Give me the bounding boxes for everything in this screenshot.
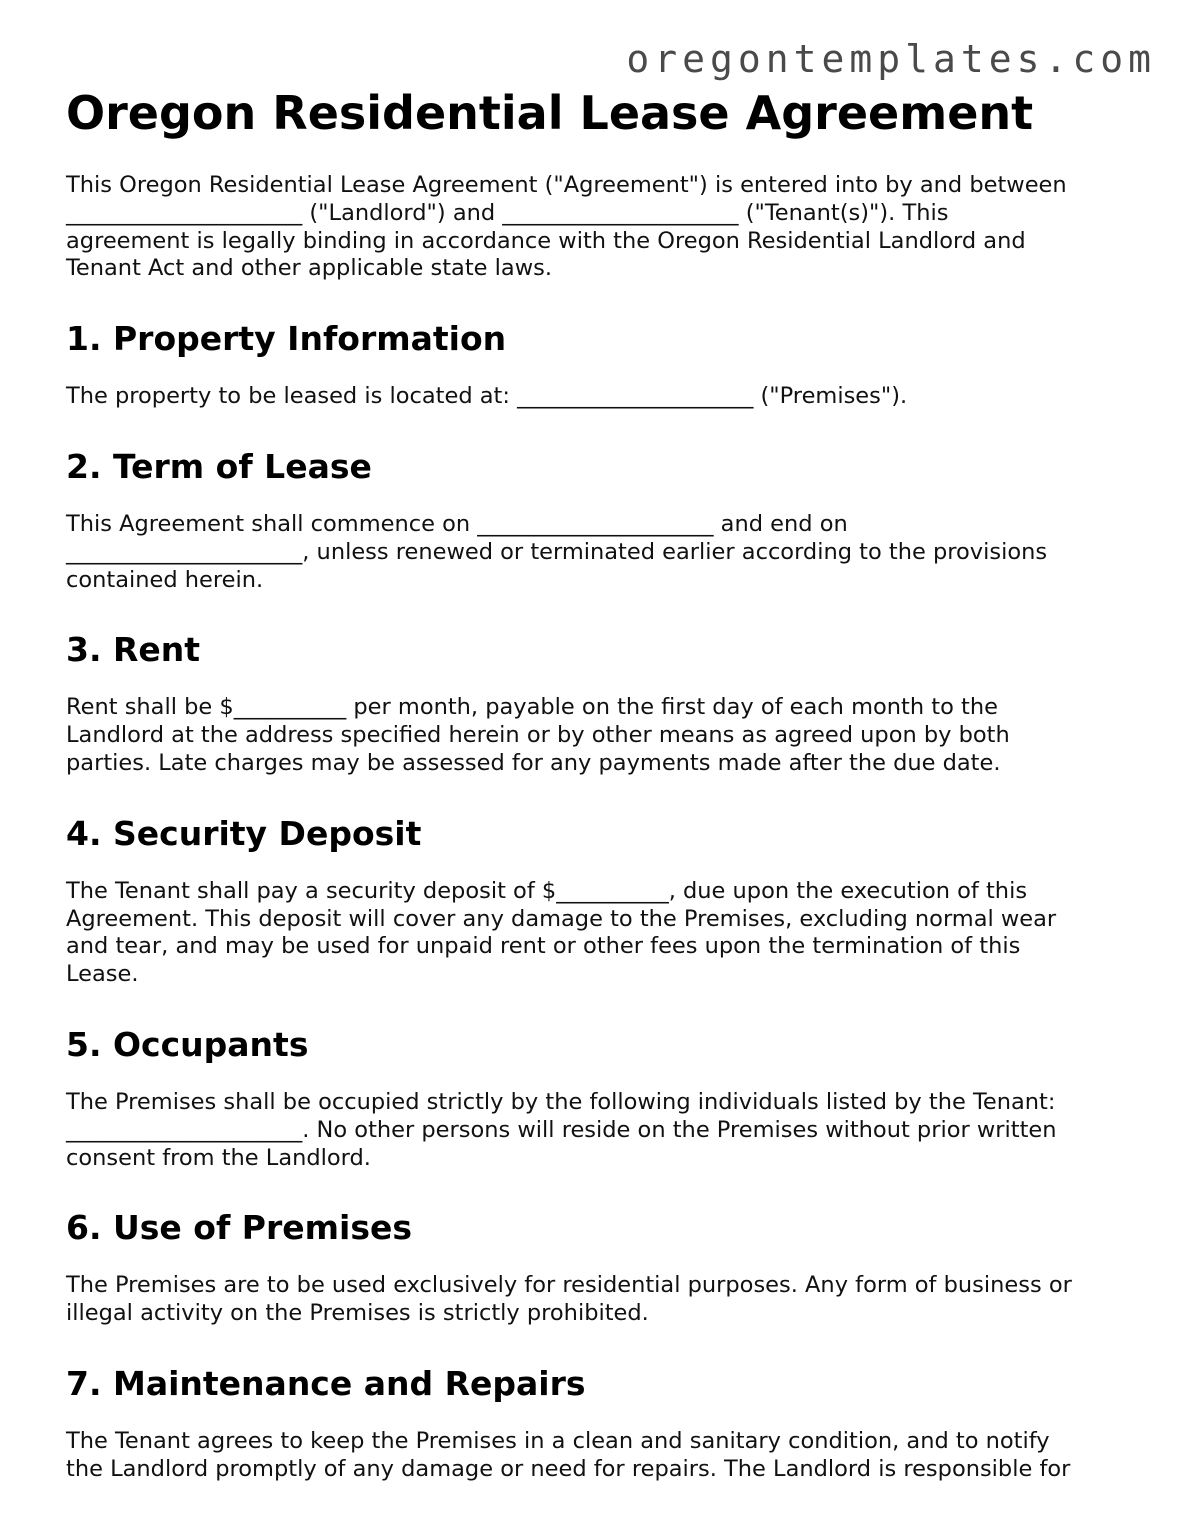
section-rent bbox=[66, 630, 1126, 777]
section-line: contained herein. bbox=[66, 566, 264, 593]
section-line: The property to be leased is located at: _____________________ ("Premises"). bbox=[66, 383, 908, 410]
section-line: and tear, and may be used for unpaid rent or other fees upon the termination of this bbox=[66, 933, 1021, 960]
section-paragraph bbox=[66, 1089, 1126, 1172]
section-line: consent from the Landlord. bbox=[66, 1144, 371, 1171]
section-line: illegal activity on the Premises is strictly prohibited. bbox=[66, 1300, 649, 1327]
section-property-information bbox=[66, 319, 1126, 411]
section-line: This Agreement shall commence on _____________________ and end on bbox=[66, 510, 848, 537]
section-paragraph bbox=[66, 383, 1126, 411]
section-heading: 5. Occupants bbox=[66, 1024, 309, 1064]
section-line: parties. Late charges may be assessed for any payments made after the due date. bbox=[66, 749, 1001, 776]
section-heading: 2. Term of Lease bbox=[66, 446, 372, 486]
section-paragraph bbox=[66, 1272, 1126, 1328]
section-line: Landlord at the address specified herein or by other means as agreed upon by both bbox=[66, 722, 1010, 749]
section-line: Agreement. This deposit will cover any damage to the Premises, excluding normal wear bbox=[66, 905, 1057, 932]
section-paragraph bbox=[66, 1428, 1126, 1484]
section-line: Rent shall be $__________ per month, payable on the first day of each month to the bbox=[66, 694, 998, 721]
intro-line: This Oregon Residential Lease Agreement ("Agreement") is entered into by and between bbox=[66, 172, 1067, 198]
intro-line: _____________________ ("Landlord") and _____________________ ("Tenant(s)"). This bbox=[66, 199, 949, 226]
section-heading: 1. Property Information bbox=[66, 319, 507, 359]
section-use-of-premises bbox=[66, 1208, 1126, 1328]
section-heading: 3. Rent bbox=[66, 630, 201, 670]
section-line: The Premises are to be used exclusively for residential purposes. Any form of business or bbox=[66, 1272, 1072, 1299]
section-heading: 7. Maintenance and Repairs bbox=[66, 1363, 586, 1403]
intro-paragraph bbox=[66, 172, 1126, 283]
section-paragraph bbox=[66, 878, 1126, 989]
section-heading: 4. Security Deposit bbox=[66, 813, 422, 853]
section-line: _____________________. No other persons will reside on the Premises without prior written bbox=[66, 1116, 1057, 1143]
document-title: Oregon Residential Lease Agreement bbox=[66, 86, 1034, 140]
section-line: Lease. bbox=[66, 961, 139, 988]
section-line: _____________________, unless renewed or terminated earlier according to the provisions bbox=[66, 538, 1048, 565]
section-heading: 6. Use of Premises bbox=[66, 1208, 413, 1248]
section-paragraph bbox=[66, 694, 1126, 777]
section-line: The Tenant shall pay a security deposit of $__________, due upon the execution of this bbox=[66, 877, 1028, 904]
section-security-deposit bbox=[66, 814, 1126, 989]
section-paragraph bbox=[66, 511, 1126, 594]
intro-line: Tenant Act and other applicable state laws. bbox=[66, 255, 552, 282]
section-maintenance-and-repairs bbox=[66, 1364, 1126, 1484]
section-term-of-lease bbox=[66, 447, 1126, 594]
intro-line: agreement is legally binding in accordance with the Oregon Residential Landlord and bbox=[66, 227, 1026, 254]
section-line: the Landlord promptly of any damage or need for repairs. The Landlord is responsible for bbox=[66, 1455, 1071, 1482]
section-occupants bbox=[66, 1025, 1126, 1172]
document-page bbox=[66, 82, 1126, 1484]
section-line: The Tenant agrees to keep the Premises in a clean and sanitary condition, and to notify bbox=[66, 1427, 1050, 1454]
site-watermark: oregontemplates.com bbox=[626, 37, 1156, 81]
section-line: The Premises shall be occupied strictly by the following individuals listed by the Tenant: bbox=[66, 1088, 1056, 1115]
